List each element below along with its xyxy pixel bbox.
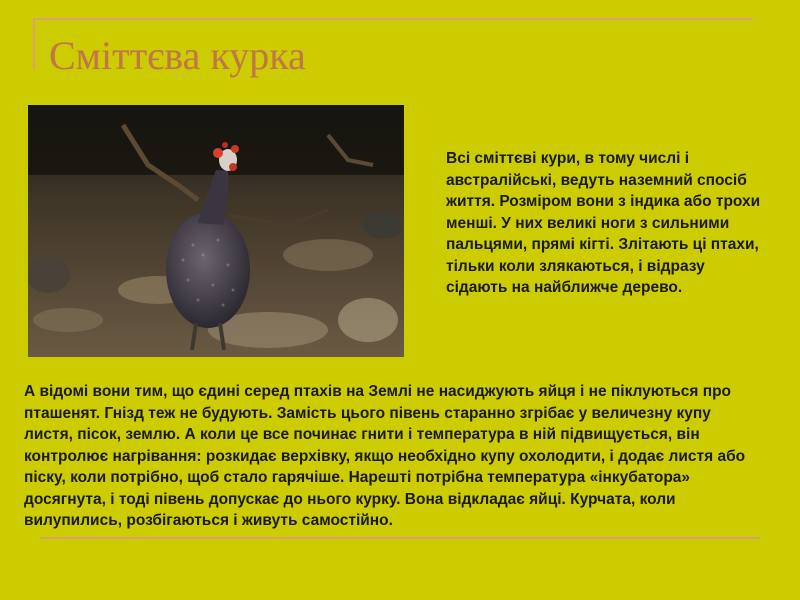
decorative-line-bottom (40, 537, 760, 539)
paragraph-description: Всі сміттєві кури, в тому числі і австралійські, ведуть наземний спосіб життя. Розміром вони з індика або трохи менші. У них великі ноги з сильними пальцями, прямі кігті. Злітають ці птахи, тільки коли злякаються, і відразу сідають на найближче дерево. (446, 150, 761, 296)
decorative-line-left (33, 18, 35, 70)
paragraph-nesting: А відомі вони тим, що єдині серед птахів на Землі не насиджують яйця і не піклуються про пташенят. Гнізд теж не будують. Замість цього півень старанно згрібає у величезну купу листя, пісок, землю. А коли це все починає гнити і температура в ній підвищується, він контролює нагрівання: розкидає верхівку, якщо необхідно купу охолодити, і додає листя або піску, коли потрібно, щоб стало гарячіше. Нарешті потрібна температура «інкубатора» досягнута, і тоді півень допускає до нього курку. Вона відкладає яйці. Курчата, коли вилупились, розбігаються і живуть самостійно. (24, 383, 746, 529)
slide-title: Сміттєва курка (49, 33, 306, 78)
decorative-line-top (33, 18, 753, 20)
bird-photo (28, 105, 404, 357)
